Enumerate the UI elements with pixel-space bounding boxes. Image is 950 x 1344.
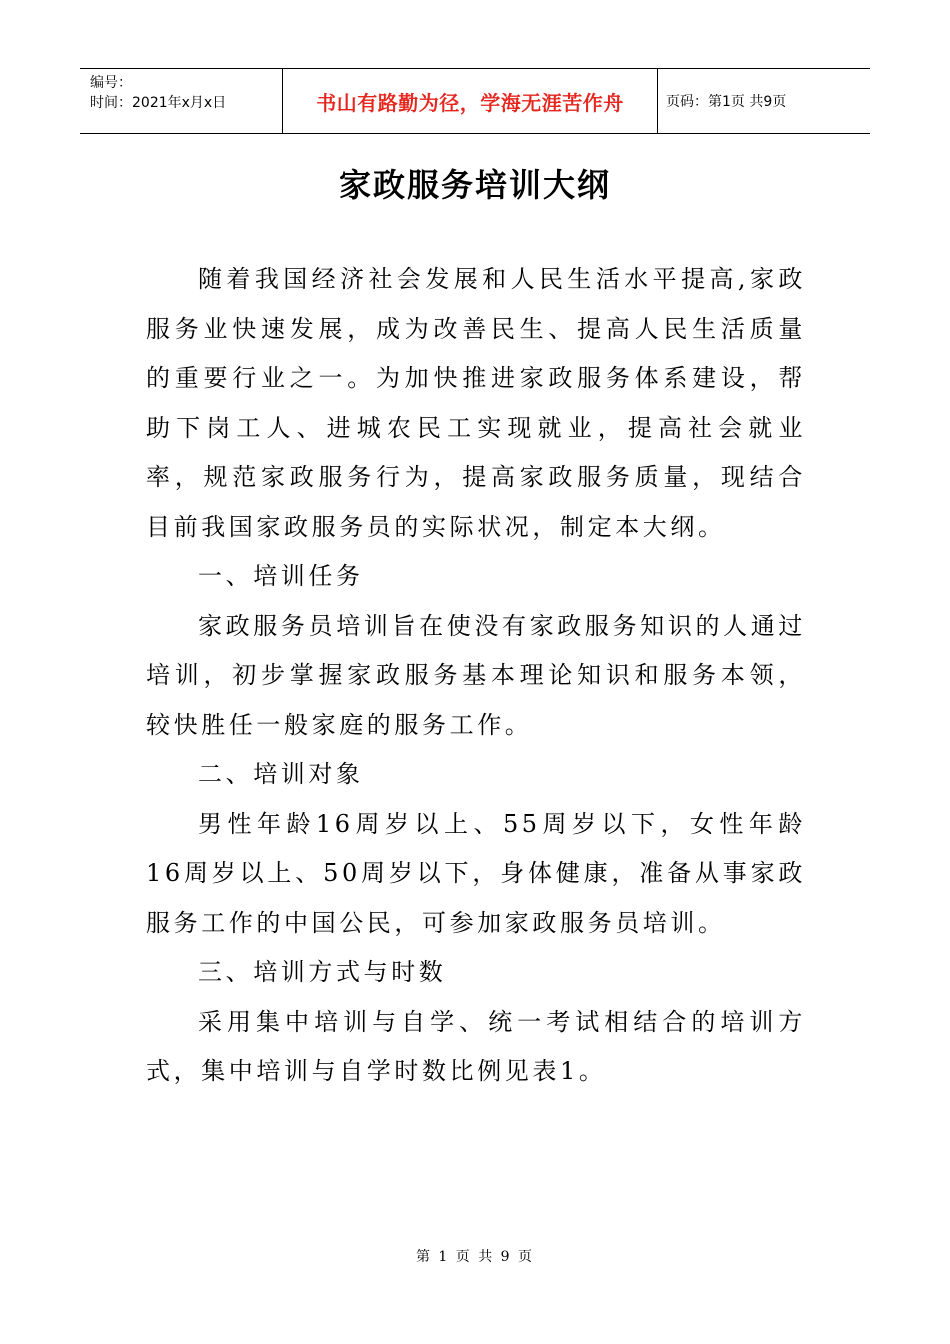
page-info-text: 页码：第1页 共9页 <box>666 94 787 110</box>
paragraph-training-target: 男性年龄16周岁以上、55周岁以下，女性年龄16周岁以上、50周岁以下，身体健康，准备从事家政服务工作的中国公民，可参加家政服务员培训。 <box>146 809 806 937</box>
serial-number-label: 编号： <box>90 75 132 91</box>
date-label: 时间：2021年x月x日 <box>90 95 227 111</box>
section-heading-2: 二、培训对象 <box>198 760 364 788</box>
section-heading-3: 三、培训方式与时数 <box>198 958 447 986</box>
page-footer: 第 1 页 共 9 页 <box>415 1249 535 1265</box>
section-heading-1: 一、培训任务 <box>198 562 364 590</box>
document-body <box>146 255 806 1097</box>
header-meta <box>80 69 282 133</box>
header-page-info <box>658 69 870 133</box>
motto-text: 书山有路勤为径，学海无涯苦作舟 <box>316 90 624 115</box>
paragraph-training-task: 家政服务员培训旨在使没有家政服务知识的人通过培训，初步掌握家政服务基本理论知识和服务本领，较快胜任一般家庭的服务工作。 <box>146 611 806 739</box>
paragraph-training-method: 采用集中培训与自学、统一考试相结合的培训方式，集中培训与自学时数比例见表1。 <box>146 1007 806 1085</box>
document-title: 家政服务培训大纲 <box>338 166 611 204</box>
page-header <box>80 68 870 134</box>
header-motto <box>282 69 658 133</box>
paragraph-intro: 随着我国经济社会发展和人民生活水平提高,家政服务业快速发展，成为改善民生、提高人民生活质量的重要行业之一。为加快推进家政服务体系建设，帮助下岗工人、进城农民工实现就业，提高社会就业率，规范家政服务行为，提高家政服务质量，现结合目前我国家政服务员的实际状况，制定本大纲。 <box>146 265 806 541</box>
